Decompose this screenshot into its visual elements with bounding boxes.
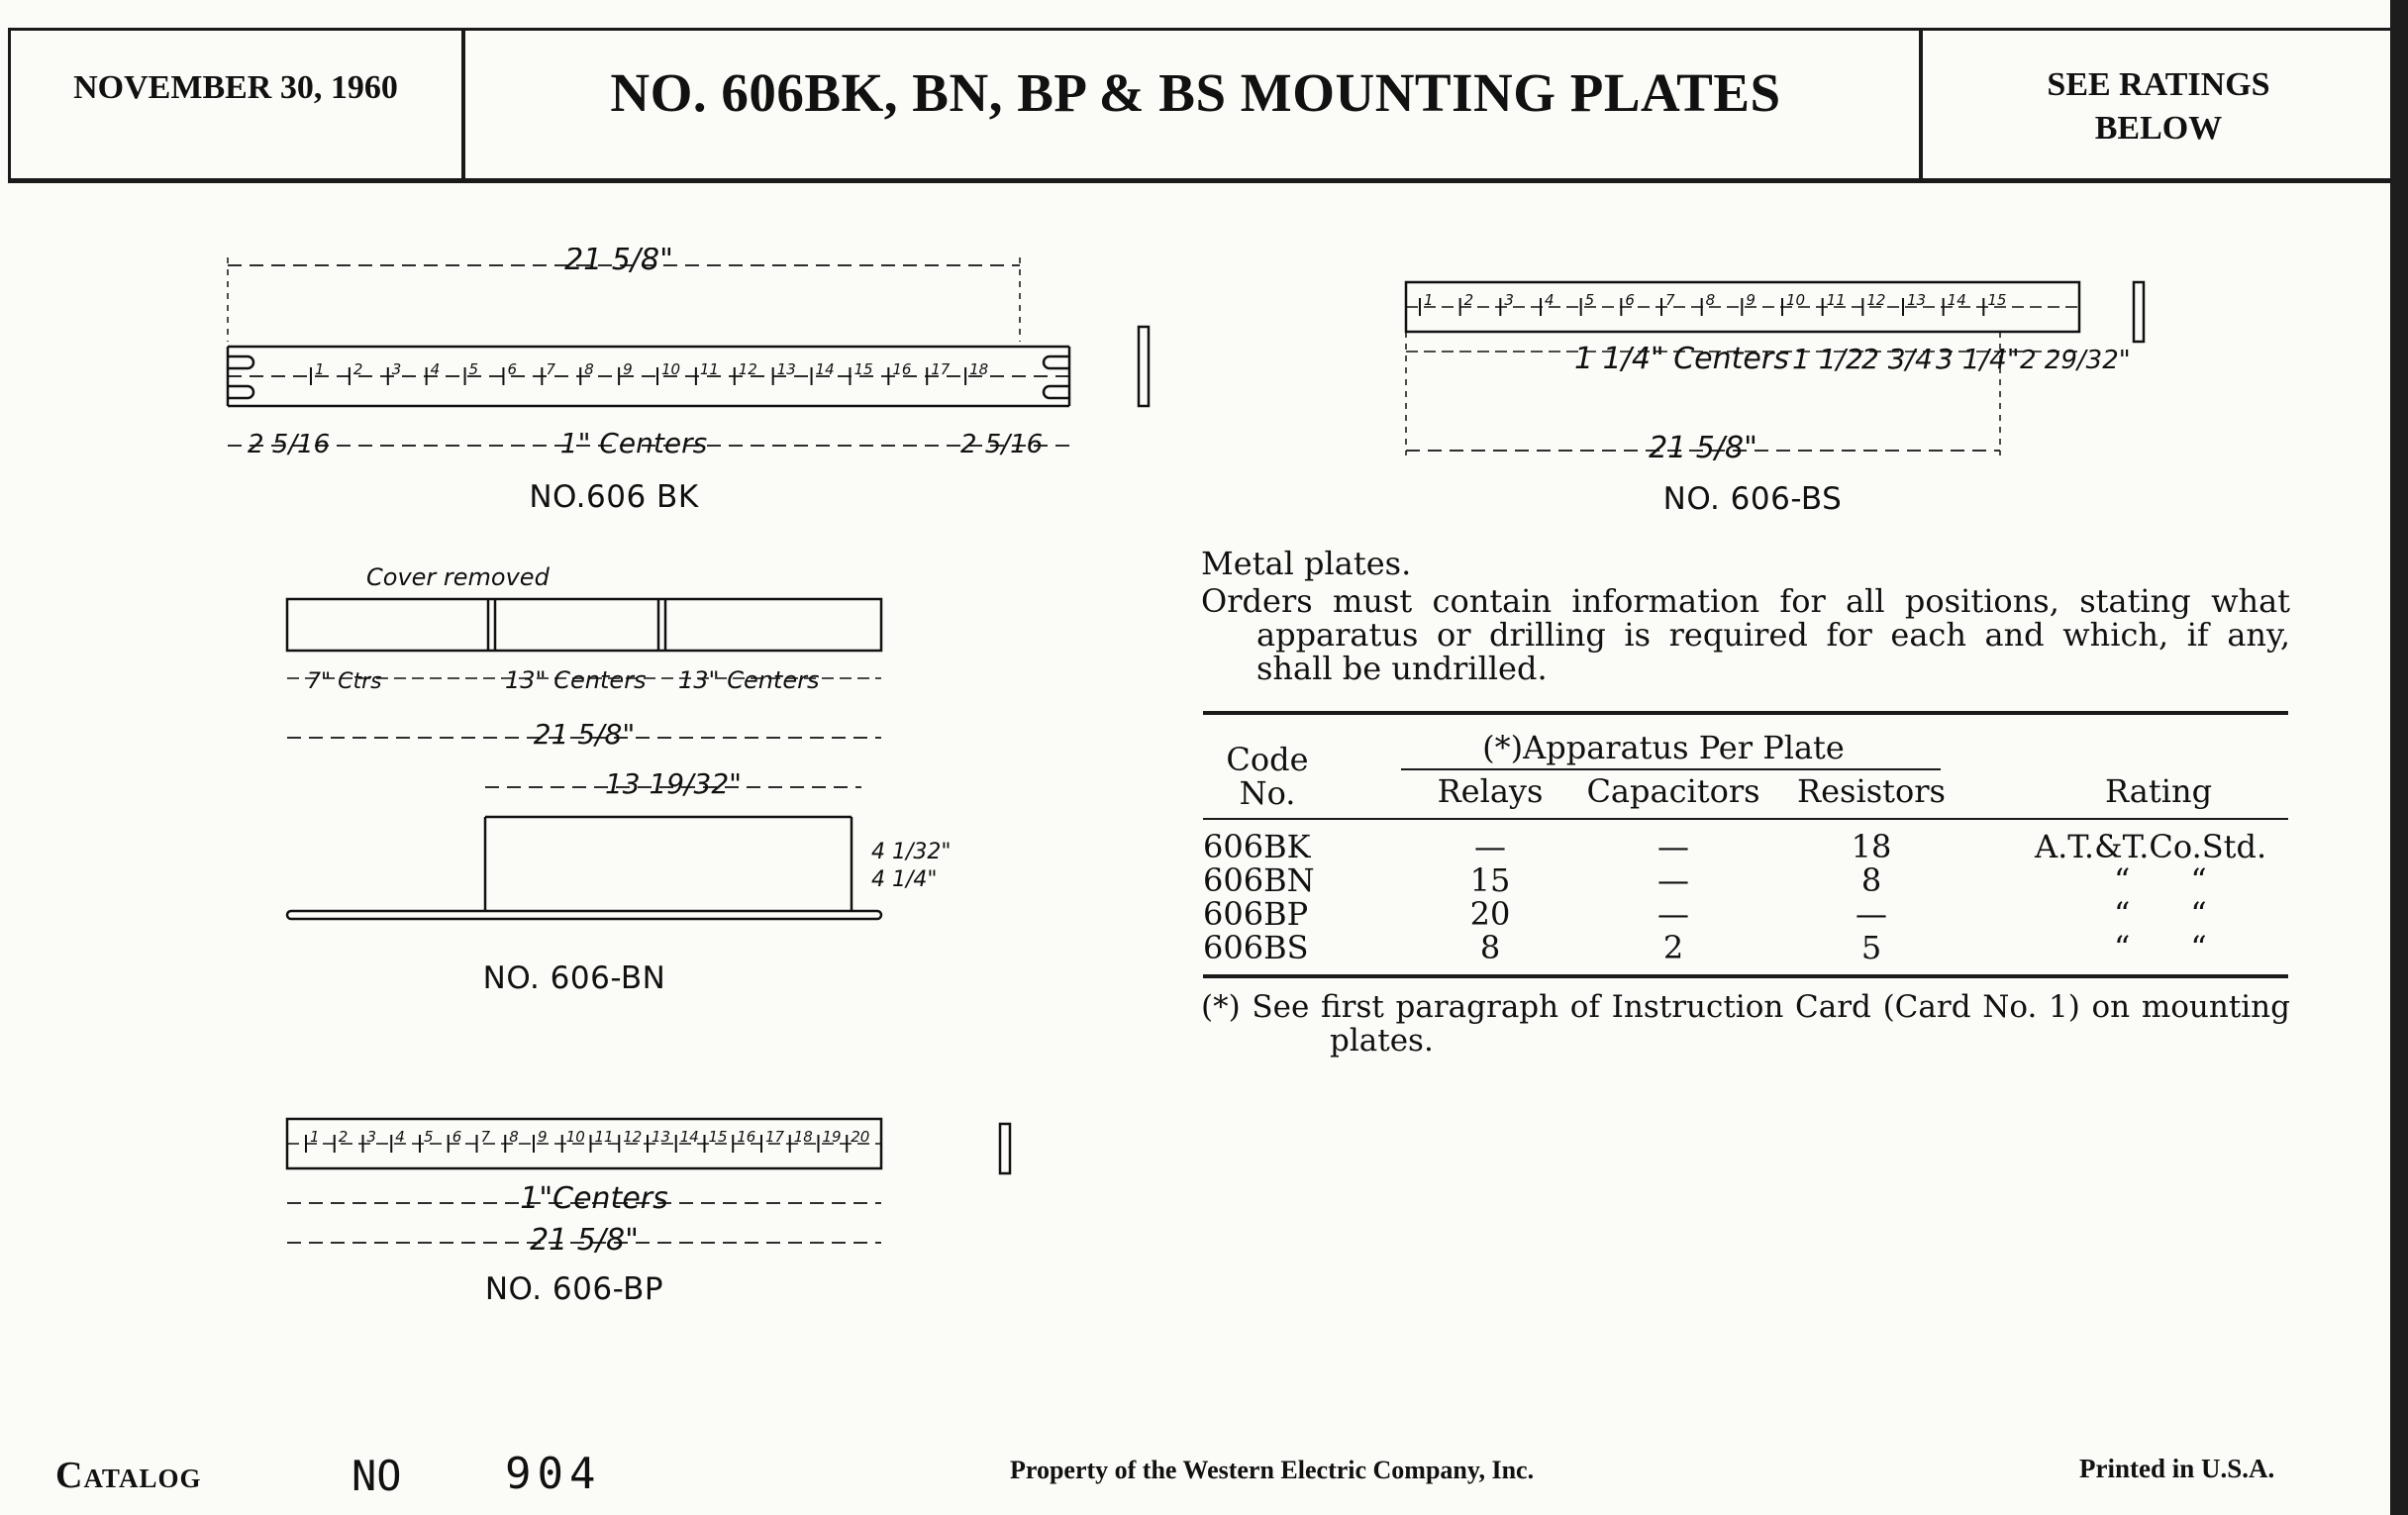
- bs-spacing-d: 2 29/32": [2020, 346, 2131, 375]
- bs-position-label: 3: [1504, 291, 1514, 309]
- bp-position-label: 1: [310, 1128, 320, 1146]
- caption-606bn: NO. 606-BN: [482, 960, 666, 996]
- th-code: Code: [1226, 741, 1309, 778]
- footer-printed: Printed in U.S.A.: [2079, 1454, 2275, 1483]
- bk-centers-label: 1" Centers: [559, 427, 708, 459]
- caption-606bp: NO. 606-BP: [484, 1271, 664, 1307]
- bp-position-label: 9: [538, 1128, 548, 1146]
- th-rating: Rating: [2104, 772, 2213, 810]
- bp-position-label: 14: [679, 1128, 699, 1146]
- bp-position-label: 7: [480, 1128, 491, 1146]
- footer-catalog-number: 904: [505, 1449, 602, 1499]
- bs-position-label: 12: [1866, 291, 1886, 309]
- bk-position-label: 16: [892, 360, 912, 378]
- bp-position-label: 13: [652, 1128, 671, 1146]
- th-relays: Relays: [1437, 772, 1544, 810]
- bn-height-b: 4 1/4": [871, 867, 938, 892]
- cell-resistors: 8: [1860, 861, 1882, 899]
- bp-position-label: 16: [737, 1128, 756, 1146]
- bn-centers-small: 7" Ctrs: [307, 669, 382, 694]
- caption-606bk: NO.606 BK: [529, 479, 699, 515]
- bp-position-label: 3: [366, 1128, 377, 1146]
- footer-catalog: Catalog: [55, 1455, 202, 1496]
- drawing-606bn: [208, 550, 1000, 965]
- cell-relays: 15: [1469, 861, 1511, 899]
- bs-position-label: 13: [1907, 291, 1927, 309]
- caption-606bs: NO. 606-BS: [1662, 481, 1843, 517]
- cell-relays: 20: [1469, 895, 1511, 933]
- cell-code: 606BS: [1203, 929, 1309, 966]
- bk-position-label: 12: [738, 360, 757, 378]
- bk-position-label: 11: [699, 360, 719, 378]
- footnote-text: (*) See first paragraph of Instruction Card (Card No. 1) on mounting plates.: [1201, 989, 2290, 1059]
- bk-position-label: 4: [430, 360, 441, 378]
- bs-position-label: 14: [1947, 291, 1966, 309]
- bp-position-label: 20: [851, 1128, 870, 1146]
- footer-property: Property of the Western Electric Company, Inc.: [1010, 1456, 1535, 1484]
- th-group: (*)Apparatus Per Plate: [1482, 729, 1845, 766]
- bs-spacing-c: 3 1/4": [1936, 343, 2020, 375]
- top-border: [8, 28, 2408, 31]
- metal-plates-text: Metal plates.: [1201, 545, 1412, 582]
- bk-position-label: 1: [315, 360, 325, 378]
- th-group-rule: [1401, 768, 1941, 770]
- drawing-606bs-svg: [1327, 228, 2188, 475]
- bp-position-label: 12: [623, 1128, 643, 1146]
- bn-centers-right: 13" Centers: [678, 666, 820, 694]
- bk-position-label: 13: [776, 360, 796, 378]
- bs-length-label: 21 5/8": [1649, 431, 1757, 465]
- table-header-rule: [1203, 818, 2288, 820]
- bp-position-label: 6: [452, 1128, 462, 1146]
- bs-centers-label: 1 1/4" Centers: [1574, 342, 1789, 376]
- bs-position-label: 15: [1987, 291, 2007, 309]
- bp-position-label: 2: [338, 1128, 349, 1146]
- cell-code: 606BK: [1203, 828, 1311, 865]
- header-rating-line1: SEE RATINGS: [2047, 66, 2270, 103]
- bp-position-label: 11: [594, 1128, 614, 1146]
- header-rating-line2: BELOW: [2094, 110, 2223, 147]
- bp-position-label: 15: [708, 1128, 728, 1146]
- bn-cover-label: Cover removed: [366, 563, 550, 591]
- th-resistors: Resistors: [1797, 772, 1946, 810]
- bk-position-label: 18: [969, 360, 989, 378]
- bk-position-label: 10: [661, 360, 681, 378]
- header-bottom-rule: [8, 178, 2408, 183]
- bn-height-a: 4 1/32": [871, 840, 952, 864]
- bk-end-spacing-left: 2 5/16: [248, 430, 331, 459]
- bp-position-label: 8: [509, 1128, 519, 1146]
- header-date: NOVEMBER 30, 1960: [73, 69, 398, 106]
- bp-position-label: 19: [822, 1128, 842, 1146]
- drawing-606bk-svg: [69, 248, 1168, 475]
- bk-position-label: 17: [931, 360, 951, 378]
- bp-position-label: 4: [395, 1128, 405, 1146]
- bk-length-label: 21 5/8": [564, 248, 673, 277]
- bs-position-label: 2: [1463, 291, 1474, 309]
- header-divider-left: [461, 30, 465, 178]
- cell-code: 606BP: [1203, 895, 1309, 933]
- cell-rating: “ “: [2114, 895, 2207, 933]
- bn-centers-mid: 13" Centers: [505, 666, 647, 694]
- bs-position-label: 7: [1665, 291, 1675, 309]
- cell-capacitors: —: [1657, 895, 1689, 933]
- bp-centers-label: 1"Centers: [520, 1181, 668, 1216]
- bs-position-label: 4: [1545, 291, 1555, 309]
- bs-position-label: 9: [1746, 291, 1756, 309]
- bs-position-label: 8: [1705, 291, 1716, 309]
- bk-end-spacing-right: 2 5/16: [960, 430, 1044, 459]
- bk-position-label: 5: [468, 360, 479, 378]
- left-border: [8, 28, 11, 178]
- bn-cover-length: 13 19/32": [604, 767, 743, 800]
- bs-position-label: 6: [1625, 291, 1635, 309]
- cell-rating: A.T.&T.Co.Std.: [2035, 828, 2267, 865]
- header-rating-note: [1931, 63, 2386, 151]
- cell-capacitors: —: [1657, 861, 1689, 899]
- bk-position-label: 2: [352, 360, 363, 378]
- orders-text: Orders must contain information for all positions, stating what apparatus or drilling is required for each and which, if any, shall be undrilled.: [1201, 582, 2290, 687]
- bp-position-label: 10: [565, 1128, 585, 1146]
- drawing-606bp-svg: [208, 1060, 1040, 1277]
- bp-position-label: 18: [793, 1128, 813, 1146]
- th-no: No.: [1239, 774, 1296, 812]
- drawing-606bp: [208, 1060, 1040, 1277]
- drawing-606bs: [1327, 228, 2188, 475]
- bs-position-label: 5: [1584, 291, 1595, 309]
- bk-position-label: 7: [546, 360, 555, 378]
- bn-length-label: 21 5/8": [533, 718, 636, 751]
- table-bottom-rule: [1203, 974, 2288, 978]
- bk-position-label: 8: [584, 360, 594, 378]
- cell-capacitors: —: [1657, 828, 1689, 865]
- bp-length-label: 21 5/8": [530, 1223, 639, 1258]
- bk-position-label: 15: [853, 360, 873, 378]
- bs-position-label: 11: [1826, 291, 1846, 309]
- bs-position-label: 10: [1786, 291, 1806, 309]
- bk-position-label: 3: [391, 360, 402, 378]
- right-edge: [2390, 0, 2408, 1515]
- footer-no: NO: [351, 1452, 402, 1500]
- bs-position-label: 1: [1424, 291, 1434, 309]
- bk-position-label: 14: [815, 360, 835, 378]
- bs-spacing-a: 1 1/2: [1792, 343, 1863, 375]
- cell-resistors: 18: [1851, 828, 1892, 865]
- bp-position-label: 5: [424, 1128, 434, 1146]
- th-capacitors: Capacitors: [1586, 772, 1760, 810]
- cell-relays: 8: [1479, 929, 1501, 966]
- cell-relays: —: [1474, 828, 1506, 865]
- cell-rating: “ “: [2114, 929, 2207, 966]
- cell-capacitors: 2: [1662, 929, 1684, 966]
- footnote: [1201, 990, 2290, 1058]
- cell-code: 606BN: [1203, 861, 1315, 899]
- cell-rating: “ “: [2114, 861, 2207, 899]
- cell-resistors: —: [1856, 895, 1887, 933]
- table-top-rule: [1203, 711, 2288, 715]
- description-block: [1201, 547, 2290, 685]
- bk-position-label: 6: [507, 360, 517, 378]
- header-title: NO. 606BK, BN, BP & BS MOUNTING PLATES: [610, 62, 1781, 123]
- bk-position-label: 9: [623, 360, 633, 378]
- bs-spacing-b: 2 3/4: [1861, 343, 1933, 375]
- drawing-606bk: [69, 248, 1168, 475]
- bp-position-label: 17: [765, 1128, 785, 1146]
- cell-resistors: 5: [1860, 929, 1882, 966]
- drawing-606bn-svg: [208, 550, 1000, 965]
